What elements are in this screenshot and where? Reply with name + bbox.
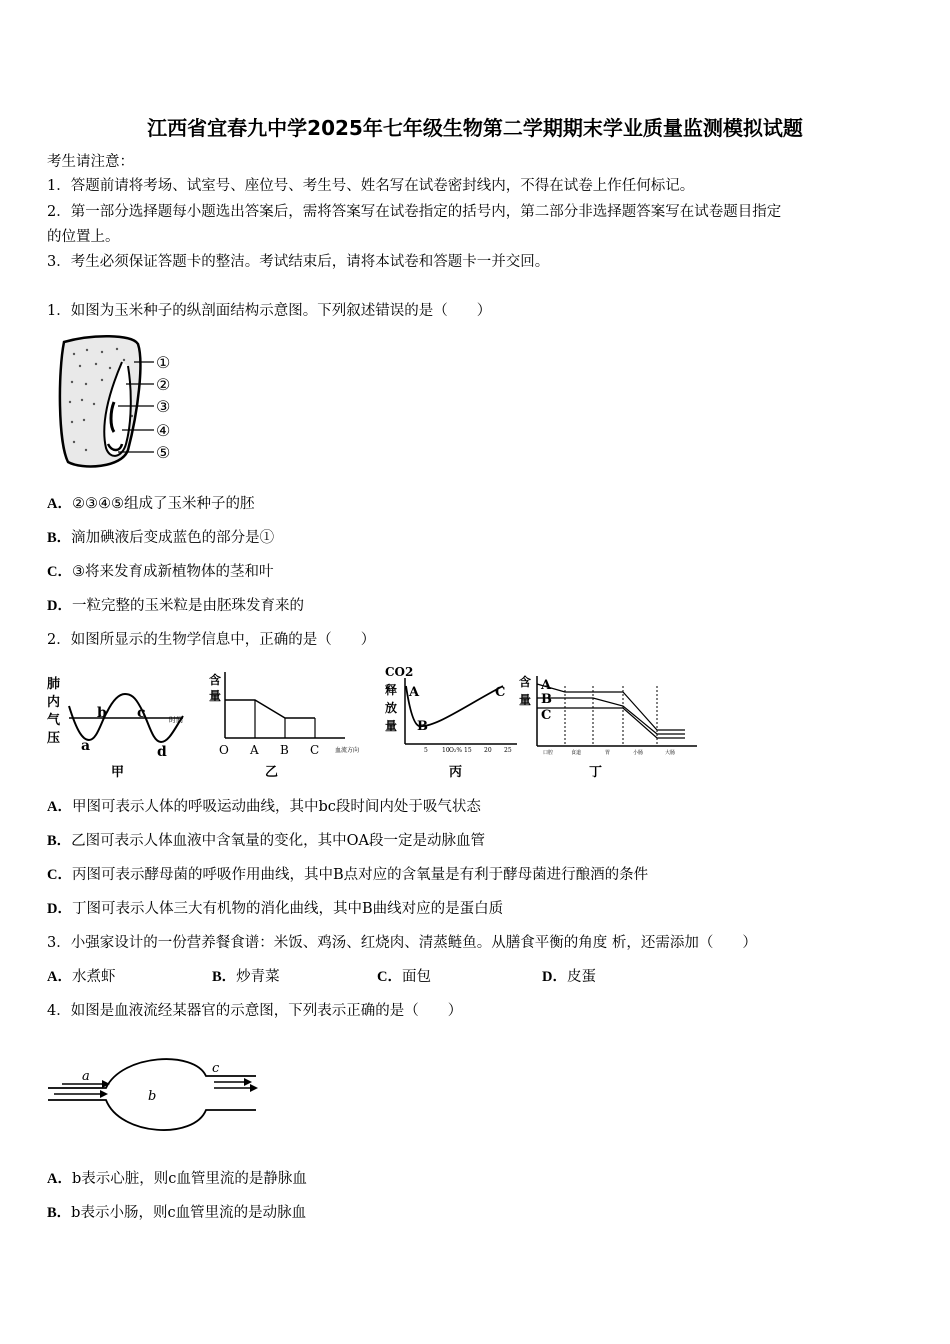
figure-jia xyxy=(47,676,183,780)
q2-option-d: D．丁图可表示人体三大有机物的消化曲线，其中B曲线对应的是蛋白质 xyxy=(47,901,504,917)
svg-text:量: 量 xyxy=(385,719,398,733)
corn-seed-diagram xyxy=(52,332,182,472)
q3-option-d: D．皮蛋 xyxy=(542,969,596,985)
svg-text:丁: 丁 xyxy=(589,765,603,780)
svg-text:O: O xyxy=(219,743,229,757)
svg-text:C: C xyxy=(541,708,552,723)
q2-stem: 2．如图所显示的生物学信息中，正确的是（ ） xyxy=(47,632,376,648)
q3-stem: 3．小强家设计的一份营养餐食谱：米饭、鸡汤、红烧肉、清蒸鲢鱼。从膳食平衡的角度 析，还需添加（ ） xyxy=(47,935,757,951)
svg-text:B: B xyxy=(417,719,428,734)
svg-text:丙: 丙 xyxy=(449,765,463,780)
svg-text:小肠: 小肠 xyxy=(633,750,644,756)
q3-option-a: A．水煮虾 xyxy=(47,969,116,985)
seed-label-4: ④ xyxy=(156,421,171,440)
q2-option-a: A．甲图可表示人体的呼吸运动曲线，其中bc段时间内处于吸气状态 xyxy=(47,799,481,815)
q1-option-b: B．滴加碘液后变成蓝色的部分是① xyxy=(47,530,275,546)
q2-option-b: B．乙图可表示人体血液中含氧量的变化，其中OA段一定是动脉血管 xyxy=(47,833,486,849)
svg-text:食道: 食道 xyxy=(571,750,582,756)
svg-text:内: 内 xyxy=(47,695,61,710)
figure-ding xyxy=(519,674,697,780)
svg-text:5: 5 xyxy=(424,747,428,754)
seed-label-5: ⑤ xyxy=(156,443,171,462)
svg-text:乙: 乙 xyxy=(265,765,279,780)
notice-item: 3．考生必须保证答题卡的整洁。考试结束后，请将本试卷和答题卡一并交回。 xyxy=(47,254,550,270)
q3-option-b: B．炒青菜 xyxy=(212,969,280,985)
svg-text:A: A xyxy=(250,743,259,757)
seed-label-2: ② xyxy=(156,375,171,394)
q2-figures xyxy=(45,662,705,782)
svg-text:胃: 胃 xyxy=(605,750,611,756)
svg-text:B: B xyxy=(541,692,552,707)
q3-option-c: C．面包 xyxy=(377,969,431,985)
vessel-label-c: c xyxy=(212,1061,220,1076)
svg-text:d: d xyxy=(157,744,167,760)
organ-label-b: b xyxy=(148,1089,157,1104)
q2-option-c: C．丙图可表示酵母菌的呼吸作用曲线，其中B点对应的含氧量是有利于酵母菌进行酿酒的条件 xyxy=(47,867,649,883)
figure-bing xyxy=(385,665,517,780)
svg-text:血流方向: 血流方向 xyxy=(335,747,360,754)
svg-text:时间: 时间 xyxy=(169,716,183,724)
svg-text:A: A xyxy=(541,678,552,693)
svg-text:气: 气 xyxy=(47,713,61,728)
svg-text:25: 25 xyxy=(504,747,512,754)
blood-flow-diagram xyxy=(44,1046,264,1142)
notice-item: 2．第一部分选择题每小题选出答案后，需将答案写在试卷指定的括号内，第二部分非选择题答案写在试卷题目指定 xyxy=(47,204,782,220)
svg-text:15: 15 xyxy=(464,747,472,754)
svg-text:含: 含 xyxy=(519,675,532,689)
q1-stem: 1．如图为玉米种子的纵剖面结构示意图。下列叙述错误的是（ ） xyxy=(47,303,492,319)
svg-text:口腔: 口腔 xyxy=(543,750,554,756)
svg-text:b: b xyxy=(97,705,107,721)
svg-text:10: 10 xyxy=(442,747,450,754)
figure-yi xyxy=(209,672,359,780)
notice-item: 1．答题前请将考场、试室号、座位号、考生号、姓名写在试卷密封线内，不得在试卷上作任何标记。 xyxy=(47,178,695,194)
svg-text:c: c xyxy=(137,705,146,721)
svg-text:量: 量 xyxy=(519,693,532,707)
notice-heading: 考生请注意： xyxy=(47,154,134,170)
svg-text:肺: 肺 xyxy=(47,677,61,692)
q4-stem: 4．如图是血液流经某器官的示意图，下列表示正确的是（ ） xyxy=(47,1003,463,1019)
page-title: 江西省宜春九中学2025年七年级生物第二学期期末学业质量监测模拟试题 xyxy=(147,116,803,140)
seed-label-1: ① xyxy=(156,353,171,372)
svg-text:A: A xyxy=(409,685,420,700)
q4-option-b: B．b表示小肠，则c血管里流的是动脉血 xyxy=(47,1205,307,1221)
vessel-label-a: a xyxy=(82,1069,90,1084)
svg-text:甲: 甲 xyxy=(111,765,125,780)
notice-item: 的位置上。 xyxy=(47,229,120,245)
svg-text:含: 含 xyxy=(209,673,222,687)
svg-text:20: 20 xyxy=(484,747,492,754)
svg-text:a: a xyxy=(81,738,91,754)
svg-text:C: C xyxy=(310,743,320,757)
svg-text:B: B xyxy=(280,743,289,757)
q4-option-a: A．b表示心脏，则c血管里流的是静脉血 xyxy=(47,1171,307,1187)
q1-option-d: D．一粒完整的玉米粒是由胚珠发育来的 xyxy=(47,598,304,614)
svg-text:量: 量 xyxy=(209,689,222,703)
svg-text:C: C xyxy=(495,685,506,700)
q1-option-c: C．③将来发育成新植物体的茎和叶 xyxy=(47,564,274,580)
seed-label-3: ③ xyxy=(156,397,171,416)
svg-text:压: 压 xyxy=(47,731,61,746)
q1-option-a: A．②③④⑤组成了玉米种子的胚 xyxy=(47,496,255,512)
svg-text:CO2: CO2 xyxy=(385,665,414,679)
svg-text:O₂%: O₂% xyxy=(449,747,463,754)
svg-text:放: 放 xyxy=(385,701,398,715)
svg-text:大肠: 大肠 xyxy=(665,750,676,756)
svg-text:释: 释 xyxy=(385,683,398,697)
